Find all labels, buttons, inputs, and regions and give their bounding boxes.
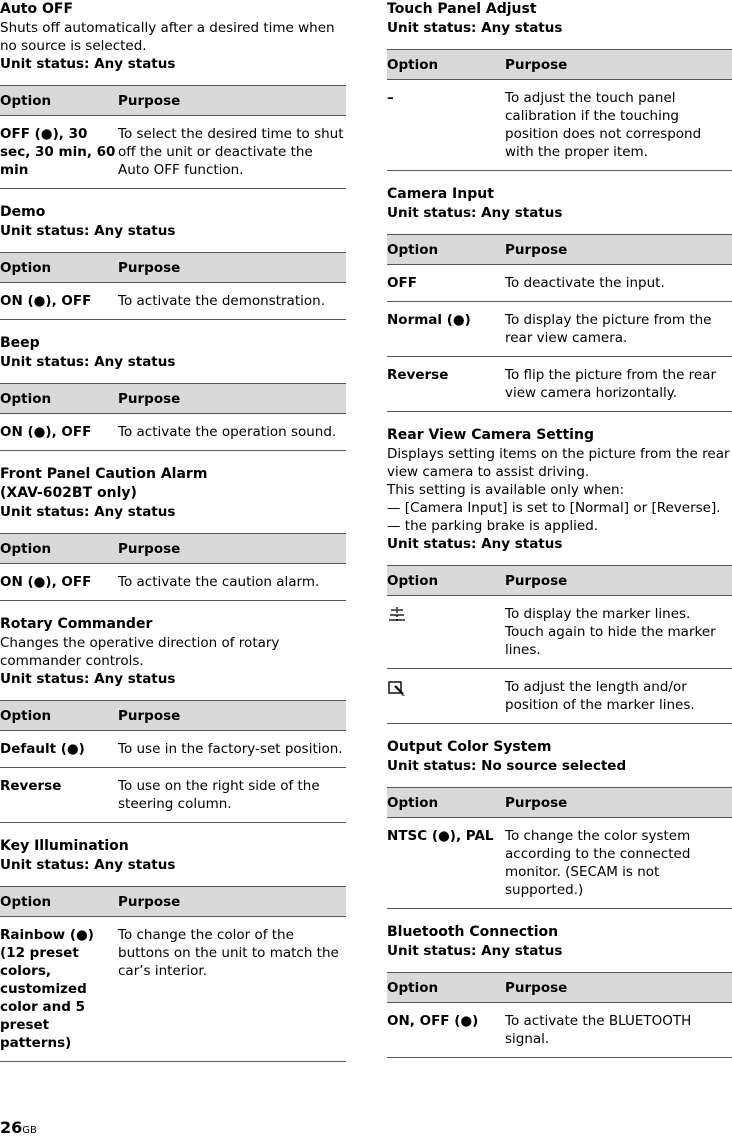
header-option: Option	[0, 384, 118, 414]
right-column	[387, 0, 732, 1072]
header-purpose: Purpose	[505, 788, 732, 818]
purpose-cell: To activate the BLUETOOTH signal.	[505, 1003, 732, 1058]
header-purpose: Purpose	[118, 86, 346, 116]
unit-status: Unit status: Any status	[0, 354, 176, 370]
section-auto-off	[0, 0, 346, 189]
header-purpose: Purpose	[118, 384, 346, 414]
section-title: Rotary Commander	[0, 616, 153, 632]
section-title: Demo	[0, 204, 46, 220]
purpose-cell: To change the color of the buttons on the unit to match the car’s interior.	[118, 917, 346, 1062]
option-cell: Reverse	[387, 357, 505, 412]
option-cell	[387, 596, 505, 669]
option-cell: Reverse	[0, 768, 118, 823]
header-option: Option	[387, 235, 505, 265]
header-purpose: Purpose	[505, 50, 732, 80]
unit-status: Unit status: Any status	[387, 943, 563, 959]
unit-status: Unit status: Any status	[387, 205, 563, 221]
section-title: Touch Panel Adjust	[387, 1, 537, 17]
edit-marker-icon	[387, 678, 407, 698]
header-option: Option	[0, 534, 118, 564]
header-purpose: Purpose	[118, 534, 346, 564]
table-header	[0, 253, 346, 283]
header-purpose: Purpose	[505, 566, 732, 596]
purpose-cell: To activate the caution alarm.	[118, 564, 346, 601]
unit-status: Unit status: No source selected	[387, 758, 627, 774]
option-cell: Rainbow (●) (12 preset colors, customized color and 5 preset patterns)	[0, 917, 118, 1062]
options-table	[387, 565, 732, 724]
table-header	[387, 973, 732, 1003]
section-rotary-commander	[0, 615, 346, 823]
purpose-cell: To use on the right side of the steering column.	[118, 768, 346, 823]
purpose-cell: To flip the picture from the rear view camera horizontally.	[505, 357, 732, 412]
options-table	[387, 49, 732, 171]
option-cell: ON (●), OFF	[0, 283, 118, 320]
table-row	[0, 731, 346, 768]
table-row	[387, 669, 732, 724]
purpose-cell: To change the color system according to the connected monitor. (SECAM is not supported.)	[505, 818, 732, 909]
options-table	[0, 383, 346, 451]
table-row	[0, 116, 346, 189]
option-cell: Normal (●)	[387, 302, 505, 357]
purpose-cell: To activate the demonstration.	[118, 283, 346, 320]
option-cell: ON (●), OFF	[0, 564, 118, 601]
option-cell: OFF (●), 30 sec, 30 min, 60 min	[0, 116, 118, 189]
section-subtitle: (XAV-602BT only)	[0, 485, 137, 501]
table-header	[0, 701, 346, 731]
header-option: Option	[0, 253, 118, 283]
option-cell: –	[387, 80, 505, 171]
options-table	[387, 787, 732, 909]
header-option: Option	[387, 788, 505, 818]
header-purpose: Purpose	[505, 235, 732, 265]
unit-status: Unit status: Any status	[387, 536, 563, 552]
section-touch-panel-adjust	[387, 0, 732, 171]
unit-status: Unit status: Any status	[0, 56, 176, 72]
table-header	[387, 235, 732, 265]
condition-item: — the parking brake is applied.	[387, 518, 599, 534]
section-description: Changes the operative direction of rotary commander controls.	[0, 635, 280, 669]
table-header	[387, 50, 732, 80]
purpose-cell: To adjust the length and/or position of the marker lines.	[505, 669, 732, 724]
section-title: Auto OFF	[0, 1, 74, 17]
table-row	[387, 80, 732, 171]
header-purpose: Purpose	[505, 973, 732, 1003]
table-row	[387, 818, 732, 909]
left-column	[0, 0, 346, 1076]
table-header	[0, 384, 346, 414]
section-title: Output Color System	[387, 739, 552, 755]
options-table	[0, 252, 346, 320]
header-option: Option	[0, 701, 118, 731]
purpose-cell: To activate the operation sound.	[118, 414, 346, 451]
section-beep	[0, 334, 346, 451]
page-number-suffix: GB	[22, 1125, 37, 1136]
section-front-panel-caution-alarm	[0, 465, 346, 601]
header-purpose: Purpose	[118, 701, 346, 731]
table-row	[387, 596, 732, 669]
table-row	[0, 283, 346, 320]
section-title: Beep	[0, 335, 40, 351]
table-row	[387, 265, 732, 302]
section-key-illumination	[0, 837, 346, 1062]
table-row	[387, 302, 732, 357]
option-cell: NTSC (●), PAL	[387, 818, 505, 909]
table-header	[387, 566, 732, 596]
header-purpose: Purpose	[118, 253, 346, 283]
options-table	[387, 972, 732, 1058]
table-header	[0, 534, 346, 564]
purpose-cell: To deactivate the input.	[505, 265, 732, 302]
page-number-value: 26	[0, 1118, 23, 1137]
marker-lines-icon	[387, 605, 407, 625]
option-cell: ON (●), OFF	[0, 414, 118, 451]
option-cell: Default (●)	[0, 731, 118, 768]
purpose-cell: To use in the factory-set position.	[118, 731, 346, 768]
header-option: Option	[387, 566, 505, 596]
section-demo	[0, 203, 346, 320]
section-title: Key Illumination	[0, 838, 129, 854]
table-row	[387, 357, 732, 412]
section-output-color-system	[387, 738, 732, 909]
section-rear-view-camera-setting	[387, 426, 732, 724]
table-header	[0, 887, 346, 917]
section-description: Displays setting items on the picture from the rear view camera to assist driving.	[387, 446, 730, 480]
option-cell	[387, 669, 505, 724]
options-table	[0, 533, 346, 601]
header-option: Option	[387, 50, 505, 80]
section-camera-input	[387, 185, 732, 412]
table-row	[0, 564, 346, 601]
condition-item: — [Camera Input] is set to [Normal] or [Reverse].	[387, 500, 721, 516]
table-row	[387, 1003, 732, 1058]
purpose-cell: To display the picture from the rear view camera.	[505, 302, 732, 357]
table-header	[0, 86, 346, 116]
table-row	[0, 414, 346, 451]
section-title: Rear View Camera Setting	[387, 427, 594, 443]
table-row	[0, 768, 346, 823]
section-title: Front Panel Caution Alarm	[0, 466, 208, 482]
section-title: Bluetooth Connection	[387, 924, 559, 940]
option-cell: OFF	[387, 265, 505, 302]
purpose-cell: To select the desired time to shut off the unit or deactivate the Auto OFF function.	[118, 116, 346, 189]
availability-note: This setting is available only when:	[387, 482, 625, 498]
header-option: Option	[0, 887, 118, 917]
unit-status: Unit status: Any status	[387, 20, 563, 36]
table-row	[0, 917, 346, 1062]
section-description: Shuts off automatically after a desired time when no source is selected.	[0, 20, 335, 54]
options-table	[0, 85, 346, 189]
unit-status: Unit status: Any status	[0, 671, 176, 687]
unit-status: Unit status: Any status	[0, 504, 176, 520]
section-title: Camera Input	[387, 186, 494, 202]
header-option: Option	[387, 973, 505, 1003]
header-purpose: Purpose	[118, 887, 346, 917]
unit-status: Unit status: Any status	[0, 857, 176, 873]
purpose-cell: To display the marker lines. Touch again to hide the marker lines.	[505, 596, 732, 669]
table-header	[387, 788, 732, 818]
options-table	[0, 886, 346, 1062]
options-table	[387, 234, 732, 412]
options-table	[0, 700, 346, 823]
purpose-cell: To adjust the touch panel calibration if the touching position does not correspond with the proper item.	[505, 80, 732, 171]
header-option: Option	[0, 86, 118, 116]
unit-status: Unit status: Any status	[0, 223, 176, 239]
section-bluetooth-connection	[387, 923, 732, 1058]
option-cell: ON, OFF (●)	[387, 1003, 505, 1058]
